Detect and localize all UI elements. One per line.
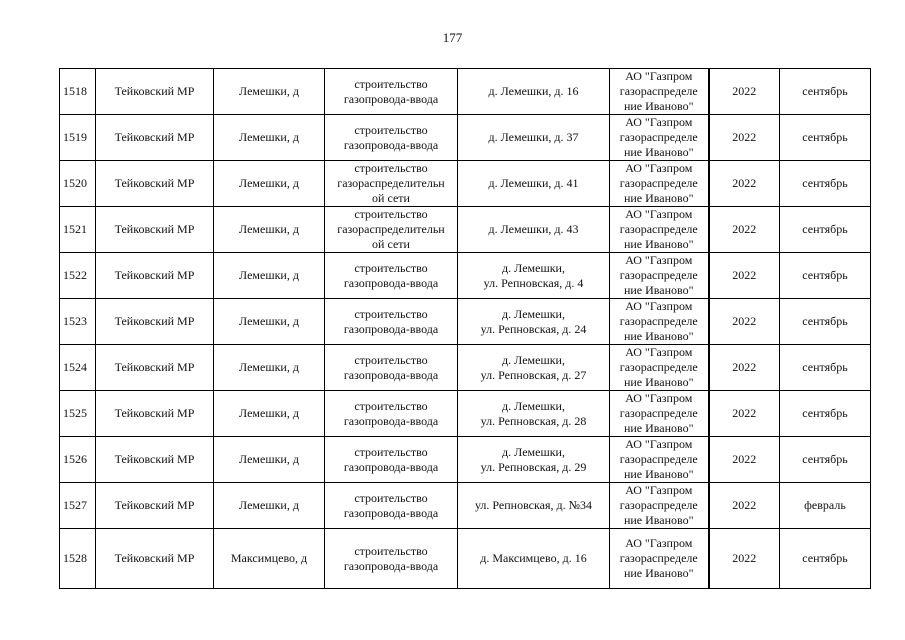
cell-number: 1524 xyxy=(60,345,96,391)
cell-work-type-line: газопровода-ввода xyxy=(343,137,439,152)
cell-work-type-line: строительство xyxy=(354,444,428,459)
cell-year: 2022 xyxy=(709,299,780,345)
cell-organization-line: АО "Газпром xyxy=(625,299,693,313)
cell-organization-line: ние Иваново" xyxy=(623,467,694,481)
cell-work-type-line: газопровода-ввода xyxy=(343,321,439,336)
page-number: 177 xyxy=(442,30,463,45)
cell-month: сентябрь xyxy=(780,115,871,161)
cell-district: Тейковский МР xyxy=(96,69,214,115)
cell-organization xyxy=(610,207,709,253)
cell-address-line: д. Лемешки, д. 41 xyxy=(488,176,579,190)
cell-organization-line: ние Иваново" xyxy=(623,375,694,389)
cell-district: Тейковский МР xyxy=(96,207,214,253)
cell-address xyxy=(458,529,610,589)
table-row xyxy=(60,391,871,437)
cell-work-type-line: газораспределительн xyxy=(337,222,445,236)
cell-organization-line: газораспределе xyxy=(619,268,698,282)
cell-month: февраль xyxy=(780,483,871,529)
cell-number: 1519 xyxy=(60,115,96,161)
cell-district: Тейковский МР xyxy=(96,161,214,207)
cell-address xyxy=(458,299,610,345)
cell-organization xyxy=(610,529,709,589)
gasification-table xyxy=(59,68,871,589)
cell-organization-line: газораспределе xyxy=(619,314,698,328)
cell-year: 2022 xyxy=(709,115,780,161)
cell-organization xyxy=(610,161,709,207)
cell-address xyxy=(458,483,610,529)
cell-work-type-line: строительство xyxy=(354,122,428,137)
cell-address-line: ул. Репновская, д. №34 xyxy=(474,498,593,512)
cell-locality: Лемешки, д xyxy=(214,253,325,299)
cell-month: сентябрь xyxy=(780,437,871,483)
table-row xyxy=(60,253,871,299)
cell-organization xyxy=(610,391,709,437)
cell-organization-line: ние Иваново" xyxy=(623,145,694,159)
cell-work-type-line: газопровода-ввода xyxy=(343,413,439,428)
cell-work-type-line: газопровода-ввода xyxy=(343,367,439,382)
cell-locality: Максимцево, д xyxy=(214,529,325,589)
cell-address xyxy=(458,115,610,161)
cell-work-type-line: ой сети xyxy=(372,237,410,251)
cell-district: Тейковский МР xyxy=(96,115,214,161)
cell-work-type-line: строительство xyxy=(354,352,428,367)
cell-address-line: д. Лемешки, xyxy=(502,352,565,367)
cell-organization-line: АО "Газпром xyxy=(625,345,693,359)
cell-work-type-line: строительство xyxy=(354,543,428,558)
cell-organization-line: АО "Газпром xyxy=(625,115,693,129)
cell-work-type xyxy=(325,69,458,115)
cell-locality: Лемешки, д xyxy=(214,161,325,207)
table-row xyxy=(60,69,871,115)
cell-district: Тейковский МР xyxy=(96,483,214,529)
cell-number: 1521 xyxy=(60,207,96,253)
cell-organization-line: АО "Газпром xyxy=(625,536,693,550)
cell-organization xyxy=(610,437,709,483)
cell-district: Тейковский МР xyxy=(96,437,214,483)
table-row xyxy=(60,299,871,345)
cell-number: 1526 xyxy=(60,437,96,483)
cell-year: 2022 xyxy=(709,253,780,299)
cell-work-type-line: строительство xyxy=(354,76,428,91)
cell-address-line: д. Лемешки, д. 43 xyxy=(488,222,579,236)
table-row xyxy=(60,115,871,161)
table-row xyxy=(60,437,871,483)
cell-organization-line: ние Иваново" xyxy=(623,191,694,205)
cell-organization-line: газораспределе xyxy=(619,406,698,420)
cell-work-type-line: газопровода-ввода xyxy=(343,91,439,106)
cell-work-type xyxy=(325,483,458,529)
cell-address-line: д. Максимцево, д. 16 xyxy=(480,551,587,565)
cell-organization-line: газораспределе xyxy=(619,498,698,512)
cell-month: сентябрь xyxy=(780,529,871,589)
cell-year: 2022 xyxy=(709,207,780,253)
table-row xyxy=(60,345,871,391)
cell-work-type-line: газопровода-ввода xyxy=(343,275,439,290)
table-row xyxy=(60,529,871,589)
table-row xyxy=(60,207,871,253)
cell-organization xyxy=(610,115,709,161)
cell-work-type-line: строительство xyxy=(354,490,428,505)
cell-locality: Лемешки, д xyxy=(214,345,325,391)
cell-organization-line: газораспределе xyxy=(619,452,698,466)
cell-organization-line: АО "Газпром xyxy=(625,161,693,175)
cell-district: Тейковский МР xyxy=(96,299,214,345)
cell-organization xyxy=(610,69,709,115)
cell-month: сентябрь xyxy=(780,345,871,391)
cell-address-line: д. Лемешки, xyxy=(502,306,565,321)
cell-locality: Лемешки, д xyxy=(214,207,325,253)
cell-organization xyxy=(610,483,709,529)
cell-organization-line: АО "Газпром xyxy=(625,207,693,221)
cell-organization-line: газораспределе xyxy=(619,130,698,144)
cell-month: сентябрь xyxy=(780,161,871,207)
cell-organization xyxy=(610,345,709,391)
cell-number: 1527 xyxy=(60,483,96,529)
cell-number: 1520 xyxy=(60,161,96,207)
cell-address-line: д. Лемешки, д. 16 xyxy=(488,84,579,98)
cell-locality: Лемешки, д xyxy=(214,115,325,161)
cell-address xyxy=(458,345,610,391)
cell-month: сентябрь xyxy=(780,299,871,345)
cell-work-type xyxy=(325,529,458,589)
cell-work-type-line: газопровода-ввода xyxy=(343,505,439,520)
cell-organization-line: ние Иваново" xyxy=(623,513,694,527)
cell-locality: Лемешки, д xyxy=(214,391,325,437)
cell-year: 2022 xyxy=(709,483,780,529)
cell-organization-line: ние Иваново" xyxy=(623,566,694,580)
cell-organization-line: газораспределе xyxy=(619,551,698,565)
cell-month: сентябрь xyxy=(780,69,871,115)
cell-work-type-line: строительство xyxy=(354,207,428,221)
cell-locality: Лемешки, д xyxy=(214,437,325,483)
cell-organization-line: ние Иваново" xyxy=(623,237,694,251)
cell-district: Тейковский МР xyxy=(96,529,214,589)
cell-month: сентябрь xyxy=(780,391,871,437)
cell-work-type-line: ой сети xyxy=(372,191,410,205)
cell-address-line: ул. Репновская, д. 28 xyxy=(480,413,587,428)
cell-work-type xyxy=(325,207,458,253)
cell-year: 2022 xyxy=(709,69,780,115)
cell-address-line: ул. Репновская, д. 24 xyxy=(480,321,587,336)
cell-year: 2022 xyxy=(709,437,780,483)
cell-work-type xyxy=(325,345,458,391)
cell-address xyxy=(458,161,610,207)
cell-year: 2022 xyxy=(709,391,780,437)
cell-work-type-line: газопровода-ввода xyxy=(343,459,439,474)
cell-number: 1525 xyxy=(60,391,96,437)
cell-address xyxy=(458,253,610,299)
cell-address-line: ул. Репновская, д. 29 xyxy=(480,459,587,474)
table-row xyxy=(60,161,871,207)
cell-organization-line: ние Иваново" xyxy=(623,283,694,297)
cell-work-type-line: строительство xyxy=(354,161,428,175)
cell-address-line: ул. Репновская, д. 4 xyxy=(483,275,584,290)
cell-work-type xyxy=(325,299,458,345)
cell-organization-line: ние Иваново" xyxy=(623,99,694,113)
cell-district: Тейковский МР xyxy=(96,253,214,299)
cell-address-line: д. Лемешки, xyxy=(502,444,565,459)
cell-organization-line: ние Иваново" xyxy=(623,329,694,343)
cell-work-type-line: строительство xyxy=(354,260,428,275)
cell-locality: Лемешки, д xyxy=(214,69,325,115)
cell-district: Тейковский МР xyxy=(96,345,214,391)
cell-address-line: д. Лемешки, д. 37 xyxy=(488,130,579,144)
cell-work-type-line: строительство xyxy=(354,306,428,321)
cell-year: 2022 xyxy=(709,161,780,207)
cell-organization xyxy=(610,253,709,299)
cell-organization-line: газораспределе xyxy=(619,222,698,236)
cell-organization-line: АО "Газпром xyxy=(625,483,693,497)
cell-locality: Лемешки, д xyxy=(214,483,325,529)
cell-work-type xyxy=(325,391,458,437)
cell-year: 2022 xyxy=(709,529,780,589)
cell-month: сентябрь xyxy=(780,207,871,253)
cell-district: Тейковский МР xyxy=(96,391,214,437)
cell-work-type xyxy=(325,253,458,299)
cell-organization-line: газораспределе xyxy=(619,176,698,190)
cell-month: сентябрь xyxy=(780,253,871,299)
cell-organization-line: ние Иваново" xyxy=(623,421,694,435)
cell-work-type xyxy=(325,161,458,207)
cell-address xyxy=(458,207,610,253)
cell-address-line: ул. Репновская, д. 27 xyxy=(480,367,587,382)
cell-number: 1522 xyxy=(60,253,96,299)
cell-work-type xyxy=(325,437,458,483)
table-row xyxy=(60,483,871,529)
cell-organization-line: газораспределе xyxy=(619,360,698,374)
cell-locality: Лемешки, д xyxy=(214,299,325,345)
cell-address xyxy=(458,391,610,437)
cell-number: 1528 xyxy=(60,529,96,589)
cell-organization xyxy=(610,299,709,345)
cell-number: 1518 xyxy=(60,69,96,115)
cell-organization-line: АО "Газпром xyxy=(625,437,693,451)
cell-organization-line: АО "Газпром xyxy=(625,69,693,83)
cell-organization-line: АО "Газпром xyxy=(625,253,693,267)
cell-organization-line: газораспределе xyxy=(619,84,698,98)
cell-work-type-line: газопровода-ввода xyxy=(343,558,439,573)
cell-work-type-line: газораспределительн xyxy=(337,176,445,190)
cell-organization-line: АО "Газпром xyxy=(625,391,693,405)
cell-address-line: д. Лемешки, xyxy=(502,260,565,275)
cell-year: 2022 xyxy=(709,345,780,391)
cell-address xyxy=(458,69,610,115)
cell-number: 1523 xyxy=(60,299,96,345)
cell-address-line: д. Лемешки, xyxy=(502,398,565,413)
cell-work-type xyxy=(325,115,458,161)
cell-work-type-line: строительство xyxy=(354,398,428,413)
cell-address xyxy=(458,437,610,483)
